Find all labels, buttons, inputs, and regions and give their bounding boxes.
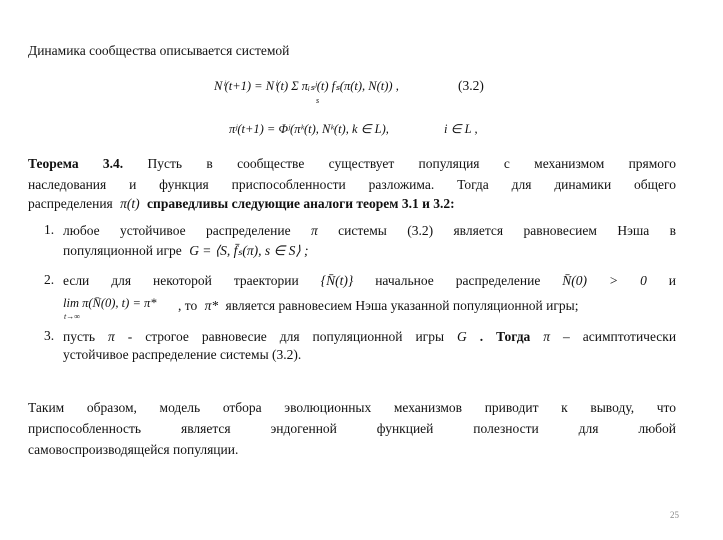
item-2-limit: lim π(N̄(0), t) = π* [63,296,157,310]
item-2-limit-subscript: t→∞ [64,312,80,321]
item-3-line-2: устойчивое распределение системы (3.2). [63,347,302,362]
item-3-text-a: пусть [63,329,96,344]
item-3-text-c: . Тогда [479,329,531,344]
item-1-line-1 [63,222,676,239]
theorem-line-3-a: распределения [28,196,113,211]
item-2-text-d: , то [178,298,198,313]
item-1-math-game: G = ⟨S, f̄ₛ(π), s ∈ S⟩ ; [189,243,309,258]
item-2-line-1 [63,272,676,289]
item-2-math-trajectory: {N̄(t)} [320,273,354,288]
conclusion-line-2: приспособленность является эндогенной функцией полезности для любой [28,421,676,436]
item-2-text-e: является равновесием Нэша указанной популяционной игры; [225,298,579,313]
item-2-text-b: начальное распределение [375,273,541,288]
item-2-text-a: если для некоторой траектории [63,273,299,288]
theorem-line-3-b: справедливы следующие аналоги теорем 3.1 и 3.2: [147,196,455,211]
theorem-line-1 [28,155,676,172]
item-1-text-a: любое устойчивое распределение [63,223,291,238]
theorem-line-1-text: Пусть в сообществе существует популяция с механизмом прямого [147,156,676,171]
item-1-math-pi: π [310,223,318,238]
conclusion-line-1: Таким образом, модель отбора эволюционных механизмов приводит к выводу, что [28,400,676,415]
theorem-line-3 [28,195,455,212]
formula-1-subscript: s [316,96,320,105]
item-2-math-pi-star: π* [204,298,219,313]
item-2-line-2 [178,297,578,314]
theorem-title: Теорема 3.4. [28,156,124,171]
item-3-line-1 [63,328,676,345]
item-2-text-c: и [668,273,677,288]
page-number: 25 [670,510,679,520]
conclusion-line-3: самовоспроизводящейся популяции. [28,442,239,457]
theorem-line-2: наследования и функция приспособленности разложима. Тогда для динамики общего [28,177,676,192]
item-1-text-c: популяционной игре [63,243,182,258]
item-1-text-b: системы (3.2) является равновесием Нэша в [338,223,677,238]
theorem-math-pi-t: π(t) [120,196,140,211]
item-3-math-pi-2: π [543,329,551,344]
item-2-number: 2. [44,272,55,287]
formula-1: Nⁱ(t+1) = Nⁱ(t) Σ πᵢₛʲ(t) fₛ(π(t), N(t)) , [214,79,399,93]
formula-2: πʲ(t+1) = Φʲ(πᵏ(t), Nᵏ(t), k ∈ L), [229,122,389,136]
intro-text: Динамика сообщества описывается системой [28,43,290,58]
item-1-number: 1. [44,222,55,237]
item-3-text-b: - строгое равновесие для популяционной игры [127,329,445,344]
item-2-math-initial: N̄(0) > 0 [562,273,647,288]
item-3-text-d: – асимптотически [563,329,677,344]
item-3-number: 3. [44,328,55,343]
item-1-line-2 [63,242,313,259]
item-3-math-g: G [457,329,467,344]
item-3-math-pi: π [108,329,115,344]
formula-2-condition: i ∈ L , [444,122,478,136]
equation-label: (3.2) [458,78,484,93]
